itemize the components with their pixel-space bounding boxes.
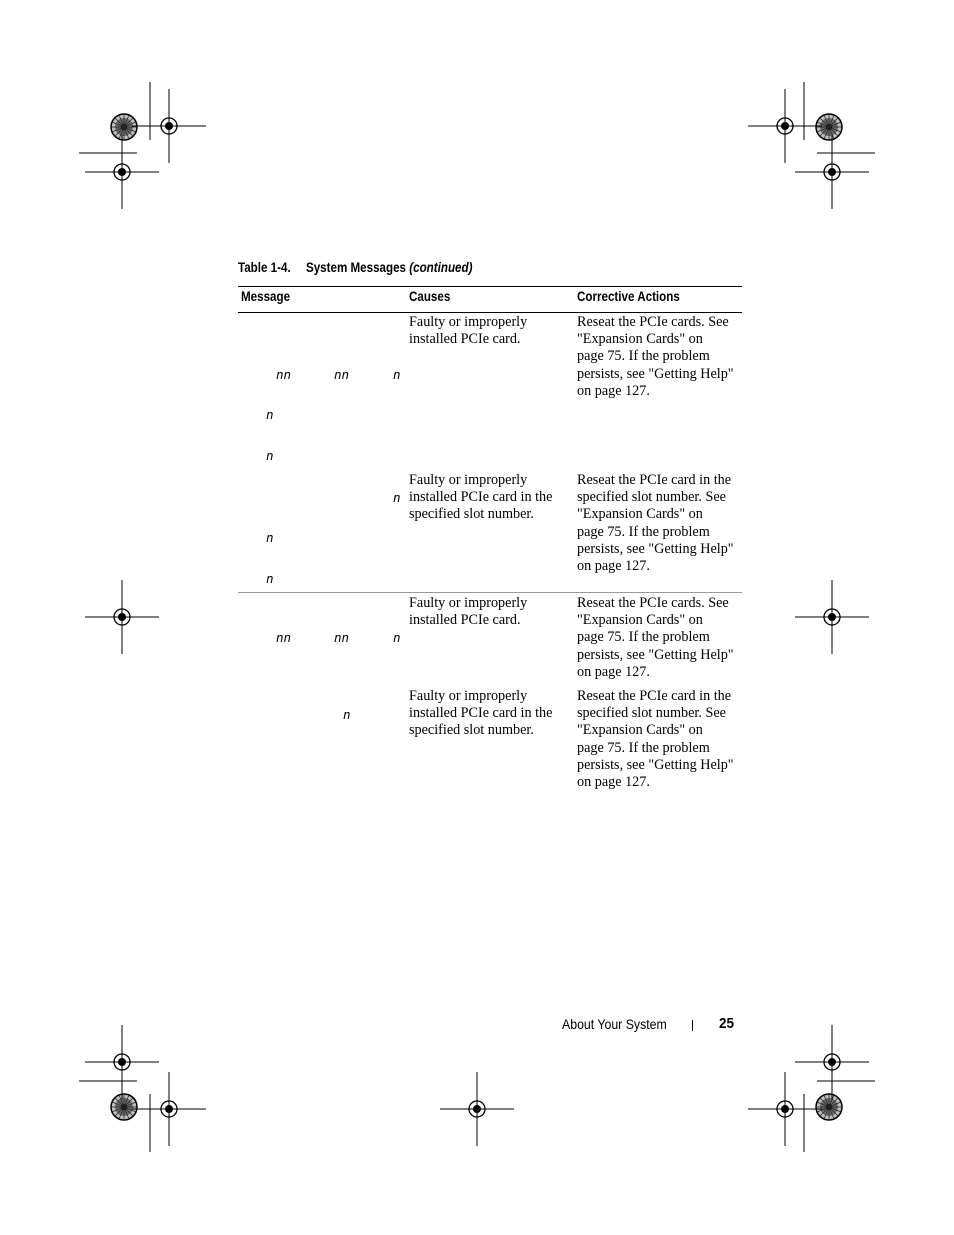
action-line: page 75. If the problem <box>577 523 710 540</box>
action-line: persists, see "Getting Help" <box>577 646 734 663</box>
action-line: "Expansion Cards" on <box>577 331 703 348</box>
action-line: Reseat the PCIe card in the <box>577 688 732 704</box>
cause-line: Faulty or improperly <box>409 314 528 330</box>
action-line: page 75. If the problem <box>577 629 710 646</box>
corrective-action-cell <box>577 314 739 400</box>
action-line: specified slot number. See <box>577 705 726 722</box>
action-line: persists, see "Getting Help" <box>577 540 734 557</box>
message-variable: n <box>393 630 401 645</box>
footer-section-title: About Your System <box>562 1016 667 1032</box>
action-line: persists, see "Getting Help" <box>577 756 734 773</box>
corrective-action-cell <box>577 595 739 681</box>
action-line: "Expansion Cards" on <box>577 506 703 523</box>
cause-cell <box>409 688 571 740</box>
action-line: persists, see "Getting Help" <box>577 365 734 382</box>
table-header-rule <box>238 312 742 313</box>
action-line: specified slot number. See <box>577 489 726 506</box>
action-line: "Expansion Cards" on <box>577 612 703 629</box>
table-continued-label: (continued) <box>409 260 473 275</box>
message-variable: n <box>266 407 274 422</box>
action-line: page 75. If the problem <box>577 739 710 756</box>
cause-line: specified slot number. <box>409 506 534 523</box>
cause-line: installed PCIe card in the <box>409 705 553 722</box>
message-variable: n <box>343 707 351 722</box>
header-corrective-actions: Corrective Actions <box>577 289 680 304</box>
header-message: Message <box>241 289 291 304</box>
table-top-rule <box>238 286 742 287</box>
cause-cell <box>409 314 571 348</box>
cause-line: installed PCIe card. <box>409 612 521 629</box>
cause-line: installed PCIe card in the <box>409 489 553 506</box>
table-caption <box>238 260 472 275</box>
message-variable: nn <box>334 630 350 645</box>
action-line: page 75. If the problem <box>577 348 710 365</box>
cause-line: Faulty or improperly <box>409 688 528 704</box>
action-line: on page 127. <box>577 774 650 791</box>
footer-separator <box>692 1020 693 1031</box>
action-line: on page 127. <box>577 382 650 399</box>
table-title: System Messages <box>305 260 407 275</box>
action-line: "Expansion Cards" on <box>577 722 703 739</box>
page-number: 25 <box>719 1015 735 1032</box>
table-number: Table 1-4. <box>238 260 291 275</box>
action-line: Reseat the PCIe cards. See <box>577 595 729 611</box>
message-variable: nn <box>276 367 292 382</box>
corrective-action-cell <box>577 472 739 575</box>
action-line: on page 127. <box>577 558 650 575</box>
cause-cell <box>409 595 571 629</box>
cause-line: Faulty or improperly <box>409 595 528 611</box>
cause-line: Faulty or improperly <box>409 472 528 488</box>
action-line: Reseat the PCIe cards. See <box>577 314 729 330</box>
row-divider <box>238 592 742 593</box>
cause-line: installed PCIe card. <box>409 331 521 348</box>
action-line: Reseat the PCIe card in the <box>577 472 732 488</box>
corrective-action-cell <box>577 688 739 791</box>
message-variable: n <box>266 571 274 586</box>
message-variable: n <box>266 530 274 545</box>
cause-cell <box>409 472 571 524</box>
message-variable: nn <box>334 367 350 382</box>
action-line: on page 127. <box>577 663 650 680</box>
message-variable: n <box>393 490 401 505</box>
header-causes: Causes <box>409 289 451 304</box>
message-variable: n <box>393 367 401 382</box>
message-variable: n <box>266 448 274 463</box>
message-variable: nn <box>276 630 292 645</box>
cause-line: specified slot number. <box>409 722 534 739</box>
